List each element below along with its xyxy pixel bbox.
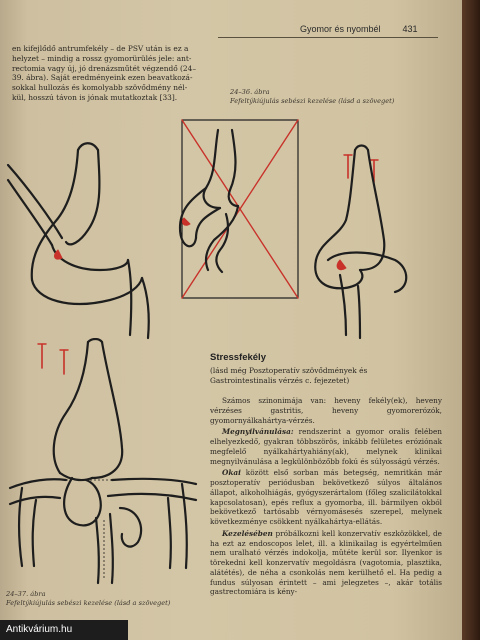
intro-line: kül, hosszú távon is jónak mutatkoztak [33]. [12,92,178,102]
paragraph-lead: Kezelésében [222,528,273,538]
paragraph-lead: Megnyilvánulása: [222,427,294,437]
watermark-label: Antikvárium.hu [0,620,128,640]
body-paragraph [210,396,442,425]
section-body [210,396,442,599]
paragraph-text: rendszerint a gyomor oralis felében elhelyezkedő, gyakran többszörös, inkább felületes eróziónak megfelelő nyálkahártyahiány(ak), melynek klinikai megnyilvánulása a legkülönbözőbb fokú és súlyosságú vérzés. [210,427,442,466]
paragraph-text: Számos szinonimája van: heveny fekély(ek), heveny vérzéses gastritis, heveny gyomorerózók, gyomornyálkahártya-vérzés. [210,396,442,425]
body-paragraph [210,427,442,466]
subtitle-line: (lásd még Posztoperatív szövődmények és [210,366,368,375]
intro-line: 39. ábra). Saját eredményeink ezen beavatkozá- [12,73,193,83]
body-paragraph [210,529,442,597]
header-section: Gyomor és nyombél [300,24,381,34]
figure-36-left-stomach [8,143,149,338]
figure-36-crossed-box [180,120,298,298]
figure-37-text: Fefeltýkiújulás sebészi kezelése (lásd a szöveget) [6,598,171,607]
figure-36-text: Fefeltýkiújulás sebészi kezelése (lásd a szöveget) [230,96,395,105]
body-paragraph [210,468,442,527]
figure-36-right-stomach [315,146,406,339]
subtitle-line: Gastrointestinalis vérzés c. fejezetet) [210,375,350,385]
intro-line: sokkal hullozás és komolyabb szövődmény nél- [12,83,188,93]
book-spine [462,0,480,640]
intro-line: helyzet – mindig a rossz gyomorürülés jele: ant- [12,53,192,63]
section-title: Stressfekély [210,352,266,363]
figure-36-illustration [0,110,462,340]
figure-37-illustration [0,338,205,588]
figure-36-caption [230,88,430,105]
figure-37-number: 24–37. ábra [6,590,46,598]
intro-line: rectomia vagy új, jó drenázsműtét végzendő (24– [12,63,197,73]
running-header [300,24,418,34]
figure-36-number: 24–36. ábra [230,88,270,96]
paragraph-text: között első sorban más betegség, nemritkán már posztoperatív periódusban bekövetkező súlyos általános állapot, alkoholhiágás, gyógyszerártalom (főleg szalicilátokkal kapcsolatosan), epés reflux a gyomorba, ill. bármilyen okból bekövetkező tartósabb vérnyomásesés szerepel, melynek következménye csökkent nyálkahártya-ellátás. [210,468,442,526]
header-rule [218,37,438,38]
figure-37-caption [6,590,206,607]
section-subtitle [210,366,367,385]
paragraph-text: próbálkozni kell konzervatív eszközökkel, de ha ezt az endoscopos lelet, ill. a klinikailag is egyértelműen nem uralható vérzés indokolja, mûtéte kerül sor. Ilyenkor is törekedni kell konzervatív megoldásra (vagotomia, plasztika, alátétés), de néha a csonkolás nem kerülhető el. Ha pedig a fundus súlyosan érintett – ami jelegzetes –, akár totális gastrectomiára is kény- [210,528,442,597]
paragraph-lead: Okai [222,468,241,478]
page-number: 431 [402,24,418,34]
intro-paragraph [12,44,212,103]
intro-line: en kifejlődő antrumfekély – de PSV után is ez a [12,44,189,53]
